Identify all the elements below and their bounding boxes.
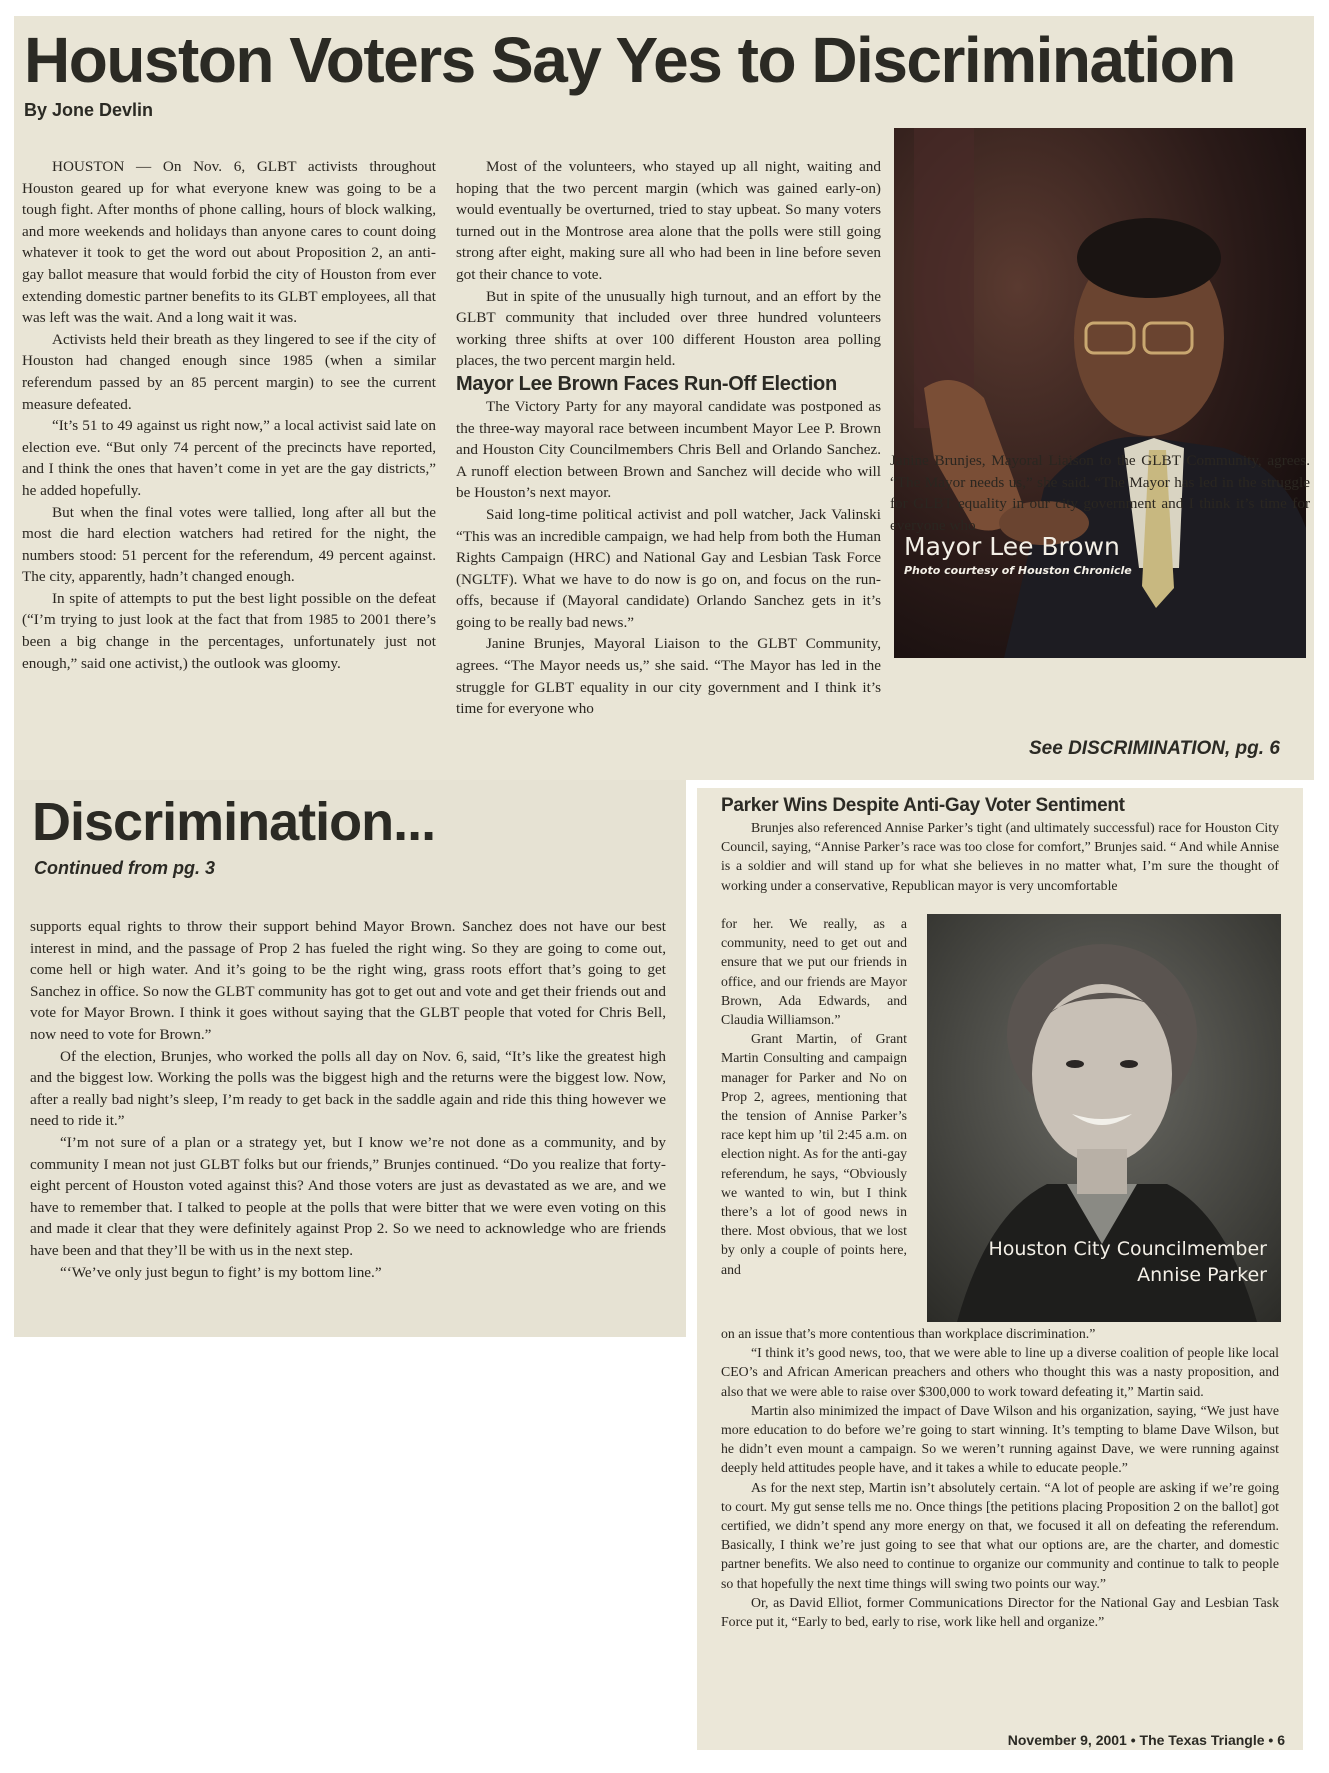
paragraph: But when the final votes were tallied, long after all but the most die hard election watchers had retired for the night, the numbers stood: 51 percent for the referendum, 49 percent against. The city, apparently, hadn’t changed enough. [22,503,436,586]
continued-from: Continued from pg. 3 [34,858,215,878]
photo-caption-mayor: Mayor Lee Brown [904,532,1120,561]
paragraph: In spite of attempts to put the best light possible on the defeat (“I’m trying to just look at the fact that from 1985 to 2001 there’s been a big change in the percentages, unfortunately just not enough,” said one activist,) the outlook was gloomy. [22,589,436,672]
paragraph-continuation-text: Janine Brunjes, Mayoral Liaison to the GLBT Community, agrees. “The Mayor needs us,” she said. “The Mayor has led in the struggle for GLBT equality in our city government and I think it’s time for everyone who [890,452,1310,534]
paragraph: Janine Brunjes, Mayoral Liaison to the GLBT Community, agrees. “The Mayor needs us,” she said. “The Mayor has led in the struggle for GLBT equality in our city government and I think it’s time for everyone who [456,635,881,718]
photo-credit: Photo courtesy of Houston Chronicle [904,564,1132,577]
paragraph: The Victory Party for any mayoral candidate was postponed as the three-way mayoral race between incumbent Mayor Lee P. Brown and Houston City Councilmembers Chris Bell and Orlando Sanchez. A runoff election between Brown and Sanchez will decide who will be Houston’s next mayor. [456,397,881,502]
paragraph: But in spite of the unusually high turnout, and an effort by the GLBT community that included over three hundred volunteers working three shifts at over 100 different Houston area polling places, the two percent margin held. [456,287,881,370]
article3-body [721,1324,1279,1631]
article2-body [30,916,666,1283]
article1-column-1 [22,156,436,674]
paragraph: Martin also minimized the impact of Dave Wilson and his organization, saying, “We just have more education to do before we’re going to start winning. It’s tempting to blame Dave Wilson, but he didn’t even mount a campaign. So we weren’t running against Dave, we were running against deeply held attitudes people have, and it takes a while to educate people.” [721,1402,1279,1476]
page-footer: November 9, 2001 • The Texas Triangle • 6 [1007,1732,1285,1748]
see-reference: See DISCRIMINATION, pg. 6 [1029,738,1280,759]
byline: By Jone Devlin [24,100,154,120]
article-clip-discrimination-continued [14,780,686,1337]
paragraph: Brunjes also referenced Annise Parker’s tight (and ultimately successful) race for Houston City Council, saying, “Annise Parker’s race was too close for comfort,” Brunjes said. “ And while Annise is a soldier and will stand up for what she believes in no matter what, I’m sure the thought of working under a conservative, Republican mayor is very uncomfortable [721,820,1279,893]
paragraph: As for the next step, Martin isn’t absolutely certain. “A lot of people are asking if we’re going to court. My gut sense tells me no. Once things [the petitions placing Proposition 2 on the ballot] got certified, we didn’t spend any more energy on that, we focused it all on defeating the referendum. Basically, I think we’re just going to see that what our options are, are the charter, and domestic partner benefits. We also need to continue to organize our community and continue to talk to people so that hopefully the next time things will swing two points our way.” [721,1479,1279,1591]
photo-caption-parker-line1: Houston City Councilmember [988,1238,1267,1260]
photo-mayor-lee-brown [894,128,1306,658]
headline-houston-voters: Houston Voters Say Yes to Discrimination [24,24,1235,96]
paragraph: supports equal rights to throw their support behind Mayor Brown. Sanchez does not have our best interest in mind, and the passage of Prop 2 has fueled the right wing. So they are going to come out, come hell or high water. And it’s going to be the right wing, grass roots effort that’s going to get Sanchez in office. So now the GLBT community has got to get out and vote and get their friends out and vote for Mayor Brown. I think it goes without saying that the GLBT people that voted for Chris Bell, now need to vote for Brown.” [30,918,666,1043]
article-clip-parker-wins [697,788,1303,1750]
photo-caption-parker-line2: Annise Parker [1137,1264,1267,1286]
paragraph: Or, as David Elliot, former Communications Director for the National Gay and Lesbian Task Force put it, “Early to bed, early to rise, work like hell and organize.” [721,1594,1279,1630]
paragraph: Said long-time political activist and poll watcher, Jack Valinski “This was an incredible campaign, we had help from both the Human Rights Campaign (HRC) and National Gay and Lesbian Task Force (NGLTF). What we have to do now is go on, and focus on the run-offs, because if (Mayoral candidate) Orlando Sanchez gets in it’s going to be really bad news.” [456,505,881,631]
paragraph: HOUSTON — On Nov. 6, GLBT activists throughout Houston geared up for what everyone knew was going to be a tough fight. After months of phone calling, hours of block walking, and more weekends and holidays than anyone cares to count doing whatever it took to get the word out about Proposition 2, an anti-gay ballot measure that would forbid the city of Houston from ever extending domestic partner benefits to its GLBT employees, all that was left was the wait. And a long wait it was. [22,158,436,327]
headline-discrimination: Discrimination... [32,792,436,852]
portrait-illustration-parker [927,914,1281,1322]
paragraph: Most of the volunteers, who stayed up all night, waiting and hoping that the two percent margin (which was gained early-on) would eventually be overturned, tried to stay upbeat. So many voters turned out in the Montrose area alone that the polls were still going strong after eight, making sure all who had been in line before seven got their chance to vote. [456,158,881,283]
paragraph: for her. We really, as a community, need to get out and ensure that we put our friends in office, and our friends are Mayor Brown, Ada Edwards, and Claudia Williamson.” [721,916,907,1028]
paragraph: “It’s 51 to 49 against us right now,” a local activist said late on election eve. “But only 74 percent of the precincts have reported, and I think the ones that haven’t come in yet are the gay districts,” he added hopefully. [22,417,436,499]
article1-column-2 [456,156,881,763]
paragraph: Of the election, Brunjes, who worked the polls all day on Nov. 6, said, “It’s like the greatest high and the biggest low. Working the polls was the biggest high and the returns were the biggest low. Now, after a really bad night’s sleep, I’m ready to get back in the saddle again and ride this thing however we need to ride it.” [30,1047,666,1130]
paragraph: “I’m not sure of a plan or a strategy yet, but I know we’re not done as a community, and by community I mean not just GLBT folks but our friends,” Brunjes continued. “Do you realize that forty-eight percent of Houston voted against this? And those voters are just as devastated as we are, and we have to remember that. I talked to people at the polls that were bitter that we were even voting on this and made it clear that they were definitely against Prop 2. So we need to acknowledge who are friends have been and that they’ll be with us in the next step. [30,1133,666,1259]
article-clip-houston-voters [14,16,1314,780]
paragraph: “I think it’s good news, too, that we were able to line up a diverse coalition of people like local CEO’s and African American preachers and others who thought this was a nasty proposition, and also that we were able to raise over $300,000 to work toward defeating it,” Martin said. [721,1345,1279,1399]
paragraph: on an issue that’s more contentious than workplace discrimination.” [721,1326,1096,1341]
article3-wrap-column [721,914,907,1279]
photo-annise-parker [927,914,1281,1322]
portrait-illustration [894,128,1306,658]
paragraph: Grant Martin, of Grant Martin Consulting and campaign manager for Parker and No on Prop 2, agrees, mentioning that the tension of Annise Parker’s race kept him up ’til 2:45 a.m. on election night. As for the anti-gay referendum, he says, “Obviously we wanted to win, but I think there’s a lot of good news in there. Most obvious, that we lost by only a couple of points here, and [721,1031,907,1277]
paragraph: “‘We’ve only just begun to fight’ is my bottom line.” [60,1263,382,1281]
article3-intro [721,818,1279,895]
paragraph-continuation [890,450,1310,536]
headline-parker-wins: Parker Wins Despite Anti-Gay Voter Sentiment [721,795,1125,816]
paragraph: Activists held their breath as they lingered to see if the city of Houston had changed enough since 1985 (when a similar referendum passed by an 85 percent margin) to see the current measure defeated. [22,330,436,413]
subhead-run-off: Mayor Lee Brown Faces Run-Off Election [456,372,837,395]
